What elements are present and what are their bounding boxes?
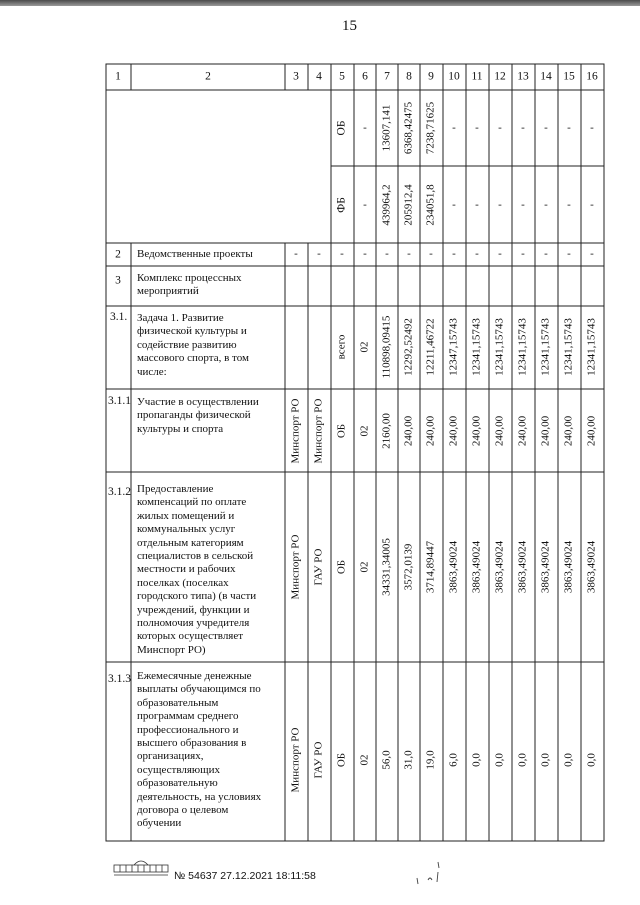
value-cell: - <box>590 198 594 211</box>
value-cell: 3863,49024 <box>562 540 575 594</box>
source-label: ОБ <box>335 559 348 575</box>
value-cell: 110898,09415 <box>380 315 393 379</box>
value-cell: - <box>452 121 456 134</box>
value-cell: - <box>429 247 433 260</box>
row-number: 3.1.1 <box>108 395 131 407</box>
col-header: 1 <box>115 70 121 83</box>
value-cell: 240,00 <box>493 415 506 447</box>
value-cell: 12292,52492 <box>402 318 415 376</box>
value-cell: - <box>475 198 479 211</box>
value-cell: 234051,8 <box>424 184 437 226</box>
value-cell: 3863,49024 <box>516 540 529 594</box>
row-title: Участие в осуществлении пропаганды физической культуры и спорта <box>137 396 259 435</box>
value-cell: 31,0 <box>402 750 415 770</box>
value-cell: 3863,49024 <box>539 540 552 594</box>
value-cell: 240,00 <box>585 415 598 447</box>
value-cell: - <box>452 198 456 211</box>
value-cell: - <box>452 247 456 260</box>
value-cell: 12341,15743 <box>539 318 552 376</box>
value-cell: - <box>544 121 548 134</box>
value-cell: 240,00 <box>402 415 415 447</box>
code-cell: - <box>363 121 367 134</box>
value-cell: - <box>567 198 571 211</box>
value-cell: 439964,2 <box>380 184 393 226</box>
code-cell: 02 <box>358 561 371 573</box>
source-label: ОБ <box>335 423 348 439</box>
value-cell: 12347,15743 <box>447 318 460 376</box>
code-cell: - <box>363 198 367 211</box>
value-cell: 0,0 <box>585 753 598 767</box>
col-header: 7 <box>384 70 390 83</box>
responsible-cell: Минспорт РО <box>289 534 302 600</box>
col-header: 5 <box>339 70 345 83</box>
value-cell: 12211,46722 <box>424 318 437 376</box>
col-header: 10 <box>448 70 460 83</box>
value-cell: 240,00 <box>447 415 460 447</box>
value-cell: 0,0 <box>516 753 529 767</box>
value-cell: 12341,15743 <box>562 318 575 376</box>
source-label: ОБ <box>335 120 348 136</box>
responsible-cell: Минспорт РО <box>289 727 302 793</box>
responsible-cell: Минспорт РО <box>289 398 302 464</box>
source-label: ФБ <box>335 197 348 213</box>
col-header: 13 <box>517 70 529 83</box>
registry-logo-icon <box>112 856 170 878</box>
row-title: Комплекс процессных мероприятий <box>137 272 242 298</box>
value-cell: 240,00 <box>516 415 529 447</box>
value-cell: - <box>567 121 571 134</box>
value-cell: 3863,49024 <box>447 540 460 594</box>
executor-cell: Минспорт РО <box>312 398 325 464</box>
value-cell: - <box>544 247 548 260</box>
value-cell: 240,00 <box>470 415 483 447</box>
value-cell: 3572,0139 <box>402 543 415 591</box>
value-cell: 3863,49024 <box>470 540 483 594</box>
dash-cell: - <box>317 247 321 260</box>
value-cell: 0,0 <box>470 753 483 767</box>
col-header: 12 <box>494 70 506 83</box>
value-cell: 0,0 <box>562 753 575 767</box>
dash-cell: - <box>294 247 298 260</box>
col-header: 8 <box>406 70 412 83</box>
row-number: 2 <box>115 248 121 261</box>
value-cell: 2160,00 <box>380 413 393 449</box>
col-header: 3 <box>293 70 299 83</box>
executor-cell: ГАУ РО <box>312 741 325 779</box>
value-cell: 3863,49024 <box>493 540 506 594</box>
col-header: 6 <box>362 70 368 83</box>
value-cell: 7238,71625 <box>424 101 437 155</box>
value-cell: - <box>544 198 548 211</box>
value-cell: 12341,15743 <box>470 318 483 376</box>
code-cell: 02 <box>358 754 371 766</box>
value-cell: 34331,34005 <box>380 538 393 596</box>
row-title: Ведомственные проекты <box>137 248 253 260</box>
col-header: 16 <box>586 70 598 83</box>
value-cell: 12341,15743 <box>516 318 529 376</box>
row-title: Задача 1. Развитие физической культуры и содействие развитию массового спорта, в том числе: <box>137 312 249 378</box>
value-cell: - <box>407 247 411 260</box>
row-title: Ежемесячные денежные выплаты обучающимся по образовательным программам среднего профессионального и высшего образования в организациях, осуществляющих образовательную деятельность, на условиях договора о целевом обучении <box>137 670 262 830</box>
value-cell: - <box>475 247 479 260</box>
value-cell: 19,0 <box>424 750 437 770</box>
value-cell: - <box>521 247 525 260</box>
value-cell: 3714,89447 <box>424 540 437 594</box>
page-number: 15 <box>342 18 357 34</box>
value-cell: 240,00 <box>539 415 552 447</box>
col-header: 15 <box>563 70 575 83</box>
value-cell: - <box>590 121 594 134</box>
value-cell: 0,0 <box>539 753 552 767</box>
col-header: 9 <box>428 70 434 83</box>
value-cell: - <box>521 198 525 211</box>
value-cell: 12341,15743 <box>585 318 598 376</box>
value-cell: - <box>498 121 502 134</box>
value-cell: - <box>498 198 502 211</box>
row-title: Предоставление компенсаций по оплате жилых помещений и коммунальных услуг отдельным категориям специалистов в сельской местности и рабочих поселках (поселках городского типа) (в части учреждений, функции и полномочия учредителя которых осуществляет Минспорт РО) <box>137 483 257 656</box>
value-cell: - <box>521 121 525 134</box>
value-cell: - <box>567 247 571 260</box>
value-cell: 13607,141 <box>380 104 393 152</box>
value-cell: - <box>590 247 594 260</box>
code-cell: 02 <box>358 425 371 437</box>
value-cell: - <box>385 247 389 260</box>
row-number: 3.1.2 <box>108 486 131 498</box>
value-cell: 0,0 <box>493 753 506 767</box>
row-number: 3.1.3 <box>108 673 131 685</box>
value-cell: 6368,42475 <box>402 101 415 155</box>
value-cell: - <box>498 247 502 260</box>
value-cell: 240,00 <box>424 415 437 447</box>
row-number: 3 <box>115 274 121 287</box>
dash-cell: - <box>340 247 344 260</box>
col-header: 11 <box>471 70 483 83</box>
value-cell: 12341,15743 <box>493 318 506 376</box>
col-header: 14 <box>540 70 552 83</box>
col-header: 4 <box>316 70 322 83</box>
dash-cell: - <box>363 247 367 260</box>
value-cell: 205912,4 <box>402 184 415 226</box>
value-cell: 6,0 <box>447 753 460 767</box>
source-label: всего <box>335 334 348 360</box>
registration-stamp: № 54637 27.12.2021 18:11:58 <box>174 870 316 882</box>
value-cell: 56,0 <box>380 750 393 770</box>
col-header: 2 <box>205 70 211 83</box>
value-cell: - <box>475 121 479 134</box>
value-cell: 3863,49024 <box>585 540 598 594</box>
source-label: ОБ <box>335 752 348 768</box>
code-cell: 02 <box>358 341 371 353</box>
value-cell: 240,00 <box>562 415 575 447</box>
signature-mark <box>414 858 450 886</box>
row-number: 3.1. <box>110 311 128 323</box>
executor-cell: ГАУ РО <box>312 548 325 586</box>
